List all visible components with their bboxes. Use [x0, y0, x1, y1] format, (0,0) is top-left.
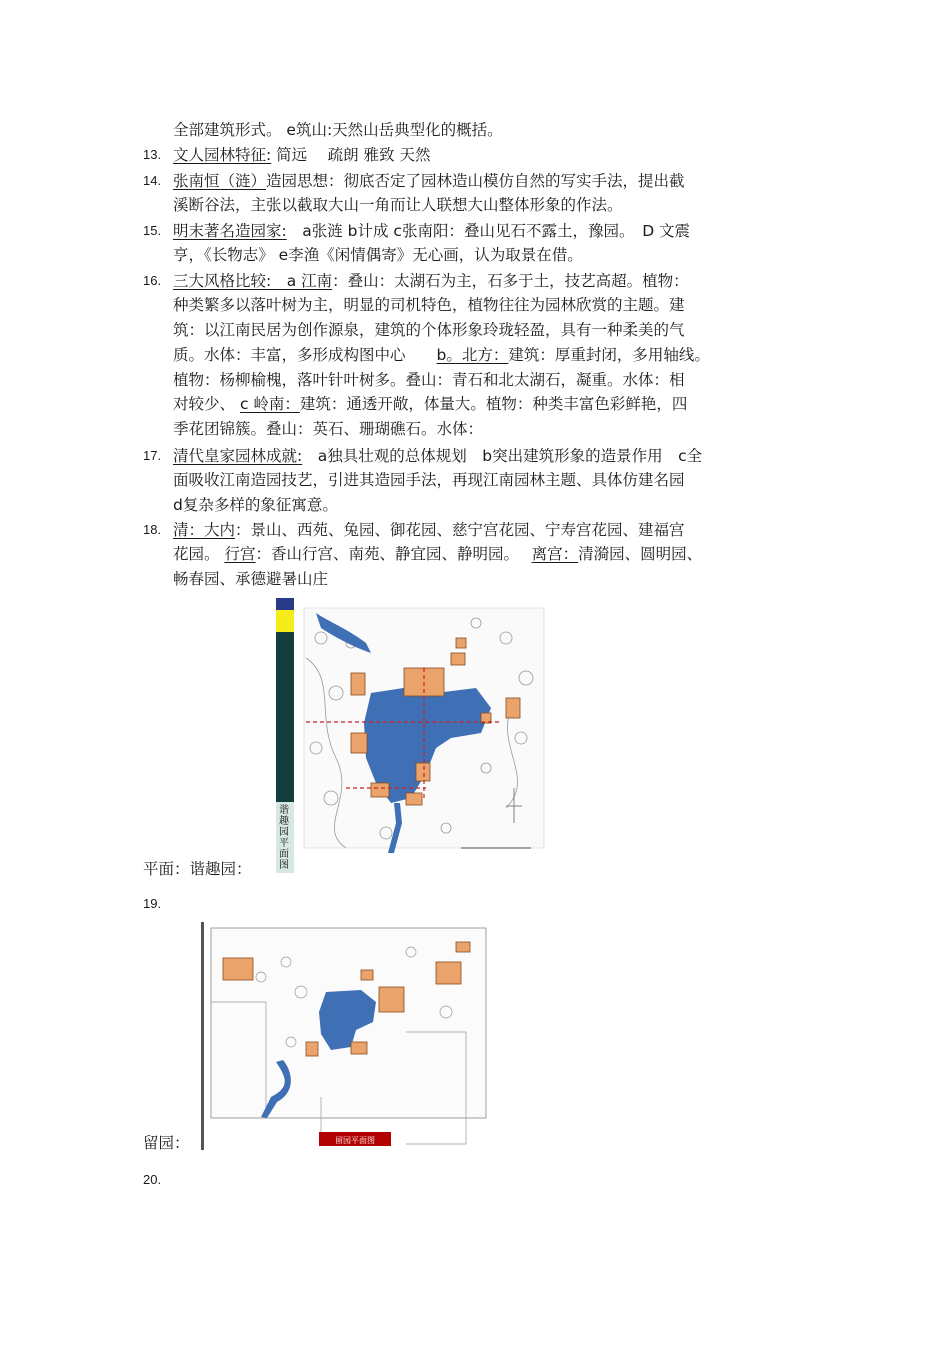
text-segment: 对较少、	[173, 395, 240, 413]
text-line	[173, 518, 685, 542]
text-segment: 花园。	[173, 545, 225, 563]
text-segment: ：景山、西苑、兔园、御花园、慈宁宫花园、宁寿宫花园、建福宫	[235, 521, 685, 539]
plan-vertical-title	[279, 803, 289, 871]
text-line	[173, 392, 687, 416]
text-line	[173, 542, 702, 566]
text-line	[173, 169, 685, 193]
text-line	[173, 493, 338, 517]
text-segment: 建筑：通透开敞，体量大。植物：种类丰富色彩鲜艳，四	[299, 395, 688, 413]
underlined-term: c 岭南：	[239, 395, 300, 413]
liu-garden-caption: 留园：	[143, 1134, 190, 1152]
text-segment: 植物：杨柳榆槐，落叶针叶树多。叠山：青石和北太湖石，凝重。水体：相	[173, 371, 685, 389]
text-segment: 全部建筑形式。 e筑山:天然山岳典型化的概括。	[173, 121, 503, 139]
underlined-term: 文人园林特征:	[173, 146, 272, 164]
svg-text:谐趣园平面图: 谐趣园平面图	[279, 805, 289, 871]
text-segment: 造园思想：彻底否定了园林造山模仿自然的写实手法，提出截	[266, 172, 685, 190]
underlined-term: 行宫	[224, 545, 256, 563]
xiequ-garden-plan-image	[276, 598, 549, 873]
text-segment: a张涟 b计成 c张南阳：叠山见石不露土，豫园。 D 文震	[286, 222, 691, 240]
text-segment: 种类繁多以落叶树为主，明显的司机特色，植物往往为园林欣赏的主题。建	[173, 296, 685, 314]
text-line	[173, 243, 583, 267]
underlined-term: 离宫：	[531, 545, 579, 563]
underlined-term: 三大风格比较: a 江南	[173, 272, 333, 290]
text-line	[173, 468, 685, 492]
text-segment: ：香山行宫、南苑、静宜园、静明园。	[255, 545, 532, 563]
text-segment: 畅春园、承德避暑山庄	[173, 570, 329, 588]
text-segment: d复杂多样的象征寓意。	[173, 496, 338, 514]
liu-garden-plan-image	[201, 922, 491, 1150]
text-segment: 季花团锦簇。叠山：英石、珊瑚礁石。水体：	[173, 420, 484, 438]
underlined-term: 张南恒（涟）	[173, 172, 267, 190]
underlined-term: 清代皇家园林成就:	[173, 447, 303, 465]
text-line	[173, 368, 685, 392]
text-segment: 筑：以江南民居为创作源泉，建筑的个体形象玲珑轻盈，具有一种柔美的气	[173, 321, 685, 339]
item-number: 15.	[143, 223, 162, 238]
item-number: 13.	[143, 147, 162, 162]
underlined-term: 明末著名造园家:	[173, 222, 287, 240]
item-number: 18.	[143, 522, 162, 537]
text-segment: 建筑：厚重封闭，多用轴线。	[508, 346, 710, 364]
underlined-term: b。北方：	[436, 346, 509, 364]
text-line	[173, 118, 503, 142]
item-number: 17.	[143, 448, 162, 463]
text-line	[173, 343, 710, 367]
text-segment: 面吸收江南造园技艺，引进其造园手法，再现江南园林主题、具体仿建名园	[173, 471, 685, 489]
text-line	[173, 318, 685, 342]
text-segment: 质。水体：丰富，多形成构图中心	[173, 346, 437, 364]
text-line	[173, 444, 702, 468]
text-segment: 亨，《长物志》 e李渔《闲情偶寄》无心画，认为取景在借。	[173, 246, 583, 264]
text-segment: 清漪园、圆明园、	[578, 545, 703, 563]
text-line	[173, 293, 685, 317]
text-segment: 简远 疏朗 雅致 天然	[271, 146, 431, 164]
text-segment: ：叠山：太湖石为主，石多于土，技艺高超。植物：	[332, 272, 689, 290]
text-line	[173, 219, 690, 243]
underlined-term: 清：大内	[173, 521, 236, 539]
text-line	[173, 567, 328, 591]
xiequ-garden-caption: 平面：谐趣园：	[143, 860, 252, 878]
text-line	[173, 143, 430, 167]
item-number: 14.	[143, 173, 162, 188]
text-line	[173, 269, 689, 293]
text-segment: 溪断谷法，主张以截取大山一角而让人联想大山整体形象的作法。	[173, 196, 623, 214]
text-segment: a独具壮观的总体规划 b突出建筑形象的造景作用 c全	[302, 447, 703, 465]
item-number-19: 19.	[143, 896, 162, 911]
svg-text:留园平面图: 留园平面图	[335, 1136, 375, 1145]
item-number-20: 20.	[143, 1172, 162, 1187]
text-line	[173, 417, 483, 441]
item-number: 16.	[143, 273, 162, 288]
text-line	[173, 193, 623, 217]
